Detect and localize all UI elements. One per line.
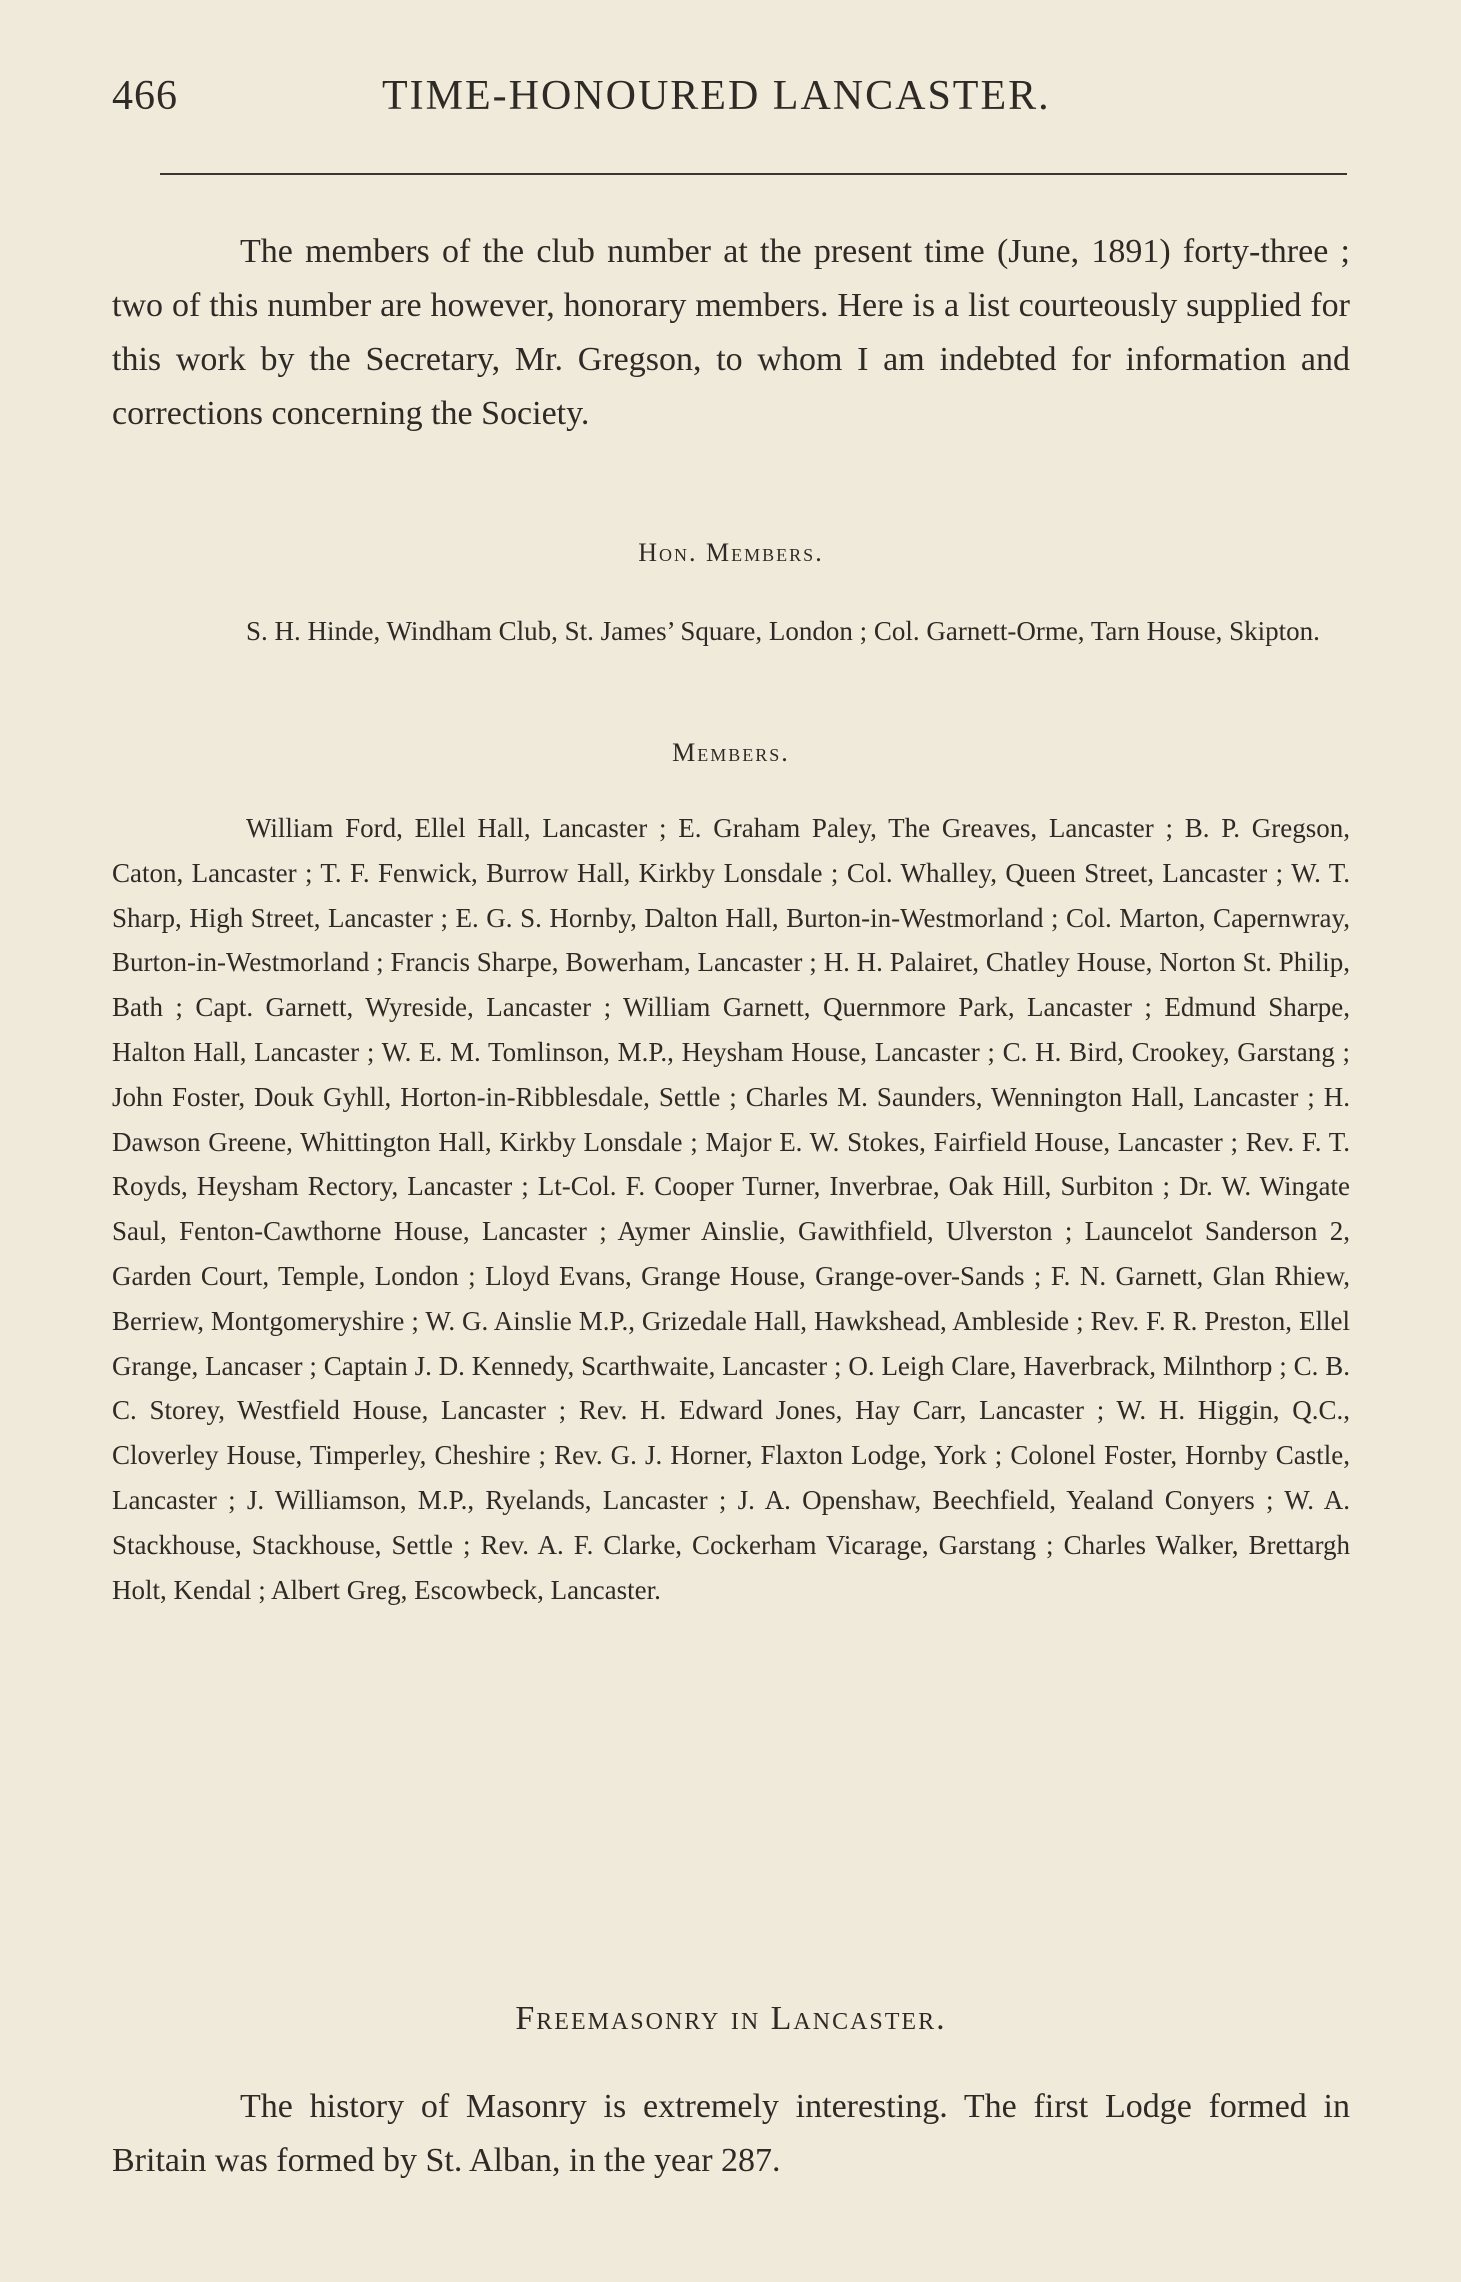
hon-members-heading: Hon. Members. <box>638 538 824 567</box>
running-title: TIME-HONOURED LANCASTER. <box>382 73 1051 119</box>
header-rule <box>160 173 1347 175</box>
freemasonry-heading: Freemasonry in Lancaster. <box>515 2000 947 2037</box>
hon-members-list: S. H. Hinde, Windham Club, St. James’ Square, London ; Col. Garnett-Orme, Tarn House, Skipton. <box>246 616 1320 646</box>
page-header <box>112 72 1348 122</box>
page-number: 466 <box>112 73 178 119</box>
members-list: William Ford, Ellel Hall, Lancaster ; E. Graham Paley, The Greaves, Lancaster ; B. P. Gregson, Caton, Lancaster ; T. F. Fenwick, Burrow Hall, Kirkby Lonsdale ; Col. Whalley, Queen Street, Lancaster ; W. T. Sharp, High Street, Lancaster ; E. G. S. Hornby, Dalton Hall, Burton-in-Westmorland ; Col. Marton, Capernwray, Burton-in-Westmorland ; Francis Sharpe, Bowerham, Lancaster ; H. H. Palairet, Chatley House, Norton St. Philip, Bath ; Capt. Garnett, Wyreside, Lancaster ; William Garnett, Quernmore Park, Lancaster ; Edmund Sharpe, Halton Hall, Lancaster ; W. E. M. Tomlinson, M.P., Heysham House, Lancaster ; C. H. Bird, Crookey, Garstang ; John Foster, Douk Gyhll, Horton-in-Ribblesdale, Settle ; Charles M. Saunders, Wennington Hall, Lancaster ; H. Dawson Greene, Whittington Hall, Kirkby Lonsdale ; Major E. W. Stokes, Fairfield House, Lancaster ; Rev. F. T. Royds, Heysham Rectory, Lancaster ; Lt-Col. F. Cooper Turner, Inverbrae, Oak Hill, Surbiton ; Dr. W. Wingate Saul, Fenton-Cawthorne House, Lancaster ; Aymer Ainslie, Gawithfield, Ulverston ; Launcelot Sanderson 2, Garden Court, Temple, London ; Lloyd Evans, Grange House, Grange-over-Sands ; F. N. Garnett, Glan Rhiew, Berriew, Montgomeryshire ; W. G. Ainslie M.P., Grizedale Hall, Hawkshead, Ambleside ; Rev. F. R. Preston, Ellel Grange, Lancaser ; Captain J. D. Kennedy, Scarthwaite, Lancaster ; O. Leigh Clare, Haverbrack, Milnthorp ; C. B. C. Storey, Westfield House, Lancaster ; Rev. H. Edward Jones, Hay Carr, Lancaster ; W. H. Higgin, Q.C., Cloverley House, Timperley, Cheshire ; Rev. G. J. Horner, Flaxton Lodge, York ; Colonel Foster, Hornby Castle, Lancaster ; J. Williamson, M.P., Ryelands, Lancaster ; J. A. Openshaw, Beechfield, Yealand Conyers ; W. A. Stackhouse, Stackhouse, Settle ; Rev. A. F. Clarke, Cockerham Vicarage, Garstang ; Charles Walker, Brettargh Holt, Kendal ; Albert Greg, Escowbeck, Lancaster. <box>112 813 1350 1605</box>
intro-paragraph: The members of the club number at the present time (June, 1891) forty-three ; two of this number are however, honorary members. Here is a list courteously supplied for this work by the Secretary, Mr. Gregson, to whom I am indebted for information and corrections concerning the Society. <box>112 233 1350 432</box>
members-heading: Members. <box>672 738 790 767</box>
freemasonry-paragraph: The history of Masonry is extremely interesting. The first Lodge formed in Britain was formed by St. Alban, in the year 287. <box>112 2088 1350 2179</box>
